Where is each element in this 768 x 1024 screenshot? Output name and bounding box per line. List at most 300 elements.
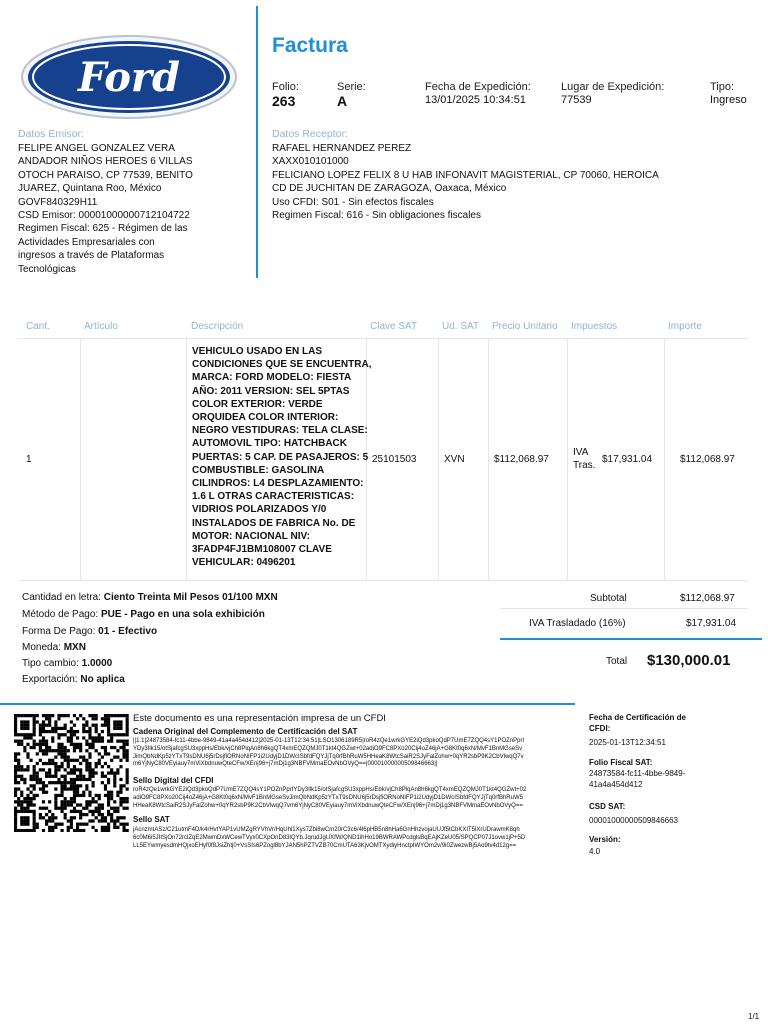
qr-module (104, 762, 107, 765)
qr-module (95, 740, 98, 743)
qr-module (107, 829, 110, 832)
qr-module (67, 730, 70, 733)
qr-module (26, 756, 29, 759)
folio-label: Folio: (272, 81, 299, 93)
row-impuesto-monto: $17,931.04 (602, 454, 653, 465)
qr-module (101, 829, 104, 832)
qr-module (26, 765, 29, 768)
desc-line: COLOR EXTERIOR: VERDE (192, 398, 323, 410)
qr-module (54, 797, 57, 800)
qr-module (51, 749, 54, 752)
qr-module (51, 759, 54, 762)
qr-module (54, 803, 57, 806)
qr-module (39, 759, 42, 762)
qr-module (26, 819, 29, 822)
qr-module (95, 724, 98, 727)
qr-module (26, 733, 29, 736)
qr-module (70, 800, 73, 803)
qr-module (57, 778, 60, 781)
qr-module (107, 752, 110, 755)
qr-module (73, 794, 76, 797)
qr-module (126, 752, 129, 755)
qr-module (73, 810, 76, 813)
qr-module (107, 794, 110, 797)
footer-divider (0, 703, 575, 705)
qr-module (33, 823, 36, 826)
qr-module (88, 765, 91, 768)
qr-module (17, 829, 20, 832)
qr-module (23, 816, 26, 819)
qr-module (45, 791, 48, 794)
qr-module (20, 794, 23, 797)
qr-module (73, 778, 76, 781)
totals-divider (500, 608, 748, 609)
qr-module (42, 816, 45, 819)
qr-module (116, 819, 119, 822)
qr-module (45, 724, 48, 727)
qr-module (116, 810, 119, 813)
qr-module (88, 714, 91, 717)
qr-module (14, 714, 17, 717)
qr-module (113, 781, 116, 784)
qr-module (61, 787, 64, 790)
qr-module (33, 797, 36, 800)
qr-module (30, 829, 33, 832)
qr-module (119, 784, 122, 787)
qr-module (123, 749, 126, 752)
qr-module (119, 765, 122, 768)
qr-module (54, 775, 57, 778)
qr-module (73, 714, 76, 717)
qr-module (98, 819, 101, 822)
qr-module (88, 736, 91, 739)
qr-module (26, 768, 29, 771)
qr-module (57, 727, 60, 730)
qr-module (126, 800, 129, 803)
qr-module (26, 720, 29, 723)
qr-module (64, 714, 67, 717)
qr-module (33, 733, 36, 736)
qr-module (126, 714, 129, 717)
qr-module (88, 819, 91, 822)
qr-module (54, 749, 57, 752)
qr-module (42, 800, 45, 803)
qr-module (67, 800, 70, 803)
qr-module (64, 775, 67, 778)
fecha-label: Fecha de Expedición: (425, 81, 531, 93)
qr-module (26, 743, 29, 746)
qr-module (48, 717, 51, 720)
qr-module (116, 771, 119, 774)
qr-module (23, 733, 26, 736)
qr-module (23, 727, 26, 730)
qr-module (17, 743, 20, 746)
qr-module (23, 781, 26, 784)
qr-module (107, 717, 110, 720)
qr-module (42, 714, 45, 717)
qr-module (70, 823, 73, 826)
qr-module (30, 759, 33, 762)
qr-module (88, 794, 91, 797)
qr-module (98, 813, 101, 816)
emisor-block (18, 142, 193, 276)
qr-module (85, 803, 88, 806)
qr-module (79, 768, 82, 771)
qr-module (14, 727, 17, 730)
qr-module (104, 819, 107, 822)
qr-module (110, 794, 113, 797)
qr-module (45, 749, 48, 752)
qr-module (48, 800, 51, 803)
qr-module (26, 794, 29, 797)
desc-line: VEHICULO USADO EN LAS (192, 346, 323, 357)
qr-module (30, 736, 33, 739)
row-importe: $112,068.97 (680, 454, 735, 465)
qr-module (82, 727, 85, 730)
row-impuesto-tipo2: Tras. (573, 460, 596, 471)
sello-cfdi (133, 787, 526, 810)
qr-module (14, 765, 17, 768)
cadena-original (133, 738, 524, 769)
qr-module (82, 829, 85, 832)
qr-module (45, 762, 48, 765)
qr-module (82, 813, 85, 816)
qr-module (48, 771, 51, 774)
desc-line: MARCA: FORD MODELO: FIESTA (192, 372, 352, 384)
qr-module (26, 727, 29, 730)
qr-module (73, 743, 76, 746)
qr-module (45, 714, 48, 717)
qr-module (88, 800, 91, 803)
qr-module (39, 816, 42, 819)
qr-module (95, 816, 98, 819)
qr-module (23, 768, 26, 771)
qr-module (76, 823, 79, 826)
qr-module (48, 724, 51, 727)
qr-module (126, 733, 129, 736)
sello-sat-line: 6c0M6i5JItSjOn72rclZqE2MwmDxWCewTVyx0CXpOnD83lQYb.JqrudJgUXfW/QND1ihHo19BWRAWPcdglsBqEAjKZeU05/SPQCP07J1ovw1jP+5D (133, 834, 526, 841)
qr-module (101, 717, 104, 720)
qr-module (20, 768, 23, 771)
qr-module (79, 749, 82, 752)
qr-module (42, 743, 45, 746)
qr-module (20, 733, 23, 736)
qr-module (67, 826, 70, 829)
qr-module (30, 778, 33, 781)
qr-module (70, 787, 73, 790)
cadena-line: YDy3Ilk15/otSjafcgSU3xppHs/Ebk/vjCh8PlqAn8h6kgQT4xmEQZQMJ0T1kt4QGZwt+02adiO9FC8PXo20Cij4oZ46jA+G8Kt0q6xN/MvF1BnMGseSv (133, 745, 523, 752)
qr-module (61, 800, 64, 803)
desc-line: 3FADP4FJ1BM108007 CLAVE (192, 544, 332, 556)
desc-line: ORQUIDEA COLOR INTERIOR: (192, 412, 339, 424)
qr-module (70, 720, 73, 723)
qr-module (107, 826, 110, 829)
qr-module (33, 743, 36, 746)
qr-module (36, 794, 39, 797)
receptor-line: FELICIANO LOPEZ FELIX 8 U HAB INFONAVIT MAGISTERIAL, CP 70060, HEROICA (272, 169, 659, 181)
qr-module (26, 724, 29, 727)
qr-module (104, 720, 107, 723)
qr-module (67, 759, 70, 762)
qr-module (33, 724, 36, 727)
qr-module (79, 714, 82, 717)
qr-module (92, 768, 95, 771)
qr-module (70, 727, 73, 730)
qr-module (104, 794, 107, 797)
receptor-line: CD DE JUCHITAN DE ZARAGOZA, Oaxaca, México (272, 183, 507, 195)
qr-module (64, 727, 67, 730)
qr-module (20, 791, 23, 794)
moneda (22, 642, 86, 653)
qr-module (33, 768, 36, 771)
qr-module (23, 829, 26, 832)
sello-sat-line: jAcnzmtASz/C21utmF4D/k4rHvtYAP1vUMZgRYVhVr/HqUhl1Xys7Zbi8wCm20rC3c6/4l6pHB5n8hHa6GnHhzvojaUUJf5tCbKXIT5lXrUDrawmK8qh (133, 827, 520, 833)
qr-module (107, 727, 110, 730)
qr-module (119, 800, 122, 803)
qr-module (54, 762, 57, 765)
svg-text:Ford: Ford (78, 54, 180, 101)
qr-module (61, 791, 64, 794)
emisor-line: Actividades Empresariales con (18, 236, 155, 248)
qr-module (123, 829, 126, 832)
qr-module (14, 813, 17, 816)
qr-module (64, 752, 67, 755)
desc-line: CONDICIONES QUE SE ENCUENTRA, (192, 359, 372, 371)
qr-module (85, 800, 88, 803)
qr-module (76, 768, 79, 771)
metodo-label: Método de Pago: (22, 609, 99, 620)
qr-module (57, 794, 60, 797)
qr-module (54, 720, 57, 723)
qr-module (76, 759, 79, 762)
qr-module (73, 781, 76, 784)
version-label: Versión: (589, 835, 621, 844)
qr-module (45, 823, 48, 826)
qr-module (33, 765, 36, 768)
qr-module (20, 720, 23, 723)
qr-module (126, 768, 129, 771)
qr-module (82, 759, 85, 762)
emisor-line: CSD Emisor: 00001000000712104722 (18, 210, 190, 222)
version (589, 834, 621, 857)
qr-module (26, 829, 29, 832)
qr-module (92, 740, 95, 743)
qr-module (36, 781, 39, 784)
qr-module (104, 816, 107, 819)
qr-module (20, 775, 23, 778)
sello-sat-line: LL5EYwmyesdmHQjxoEHyf0f8JsiZhtj0+VsSIs6PZogl8bYJAN5hPZTVZB70CmUTA63KjvOMTXydiyHnctpIWYOm2v/9i0ZwezwBj5Ao9tv4d12g== (133, 842, 517, 849)
qr-module (95, 717, 98, 720)
emisor-line: Regimen Fiscal: 625 - Régimen de las (18, 223, 188, 235)
qr-module (14, 733, 17, 736)
qr-module (113, 756, 116, 759)
qr-module (42, 791, 45, 794)
qr-module (70, 736, 73, 739)
row-clave-sat: 25101503 (372, 454, 417, 465)
sello-sat-label: Sello SAT (133, 815, 170, 824)
qr-module (123, 784, 126, 787)
qr-module (17, 797, 20, 800)
qr-module (14, 816, 17, 819)
qr-module (64, 803, 67, 806)
cfdi-heading: Este documento es una representación impresa de un CFDI (133, 713, 386, 724)
qr-module (51, 740, 54, 743)
qr-module (92, 813, 95, 816)
qr-module (33, 819, 36, 822)
qr-module (61, 784, 64, 787)
qr-module (42, 768, 45, 771)
qr-module (39, 733, 42, 736)
qr-module (45, 775, 48, 778)
qr-module (33, 740, 36, 743)
qr-module (61, 823, 64, 826)
qr-module (119, 733, 122, 736)
qr-module (123, 800, 126, 803)
qr-module (126, 720, 129, 723)
qr-module (33, 778, 36, 781)
qr-module (20, 823, 23, 826)
qr-module (14, 807, 17, 810)
qr-module (36, 714, 39, 717)
qr-module (76, 784, 79, 787)
qr-module (61, 752, 64, 755)
qr-module (45, 730, 48, 733)
desc-line: AUTOMOVIL TIPO: HATCHBACK (192, 438, 347, 450)
sello-cfdi-line: HHeaK8WtcSaiR2SJyFalZohw+0qYR2sbP9K2CbVlwqQ7vm6YjNyC80VEyiauy7mViXbdnuwQteCFw/XEnj96+j7mDj1g3NBFVMmaEOvNbOVyQ== (133, 802, 523, 809)
qr-module (42, 736, 45, 739)
qr-module (14, 794, 17, 797)
qr-module (95, 736, 98, 739)
qr-module (54, 724, 57, 727)
total-divider (500, 638, 762, 640)
qr-module (113, 823, 116, 826)
table-col-divider (80, 338, 81, 580)
receptor-line: Regimen Fiscal: 616 - Sin obligaciones fiscales (272, 210, 481, 222)
qr-module (113, 800, 116, 803)
qr-module (79, 829, 82, 832)
qr-module (107, 778, 110, 781)
qr-module (17, 810, 20, 813)
qr-module (116, 816, 119, 819)
qr-module (23, 778, 26, 781)
qr-module (101, 819, 104, 822)
qr-module (39, 778, 42, 781)
qr-module (54, 771, 57, 774)
qr-module (26, 807, 29, 810)
qr-module (88, 775, 91, 778)
qr-module (64, 733, 67, 736)
qr-module (73, 829, 76, 832)
qr-module (33, 826, 36, 829)
qr-module (67, 736, 70, 739)
qr-module (14, 717, 17, 720)
desc-line: NEGRO VESTIDURAS: TELA CLASE: (192, 425, 368, 437)
qr-module (67, 765, 70, 768)
qr-module (61, 746, 64, 749)
qr-module (48, 829, 51, 832)
qr-module (70, 730, 73, 733)
qr-module (116, 749, 119, 752)
qr-module (126, 717, 129, 720)
row-precio: $112,068.97 (494, 454, 549, 465)
qr-module (113, 819, 116, 822)
qr-module (39, 787, 42, 790)
qr-module (57, 749, 60, 752)
qr-module (95, 762, 98, 765)
qr-module (33, 771, 36, 774)
qr-module (67, 781, 70, 784)
qr-module (110, 733, 113, 736)
cadena-line: m6YjNyC80VEyiauy7mViXbdnuwQteCFw/XEnj96+j7mDj1g3NBFVMmaEOvNbOVyQ==|00001000000509846663|| (133, 761, 438, 768)
qr-module (119, 714, 122, 717)
qr-module (113, 826, 116, 829)
qr-module (33, 775, 36, 778)
qr-module (23, 736, 26, 739)
qr-module (76, 717, 79, 720)
desc-line: MOTOR: NACIONAL NIV: (192, 530, 310, 542)
qr-module (36, 720, 39, 723)
qr-module (14, 810, 17, 813)
qr-module (42, 727, 45, 730)
lugar-value: 77539 (561, 94, 592, 106)
qr-module (104, 749, 107, 752)
qr-module (123, 740, 126, 743)
qr-module (95, 714, 98, 717)
col-header-precio: Precio Unitario (492, 321, 558, 332)
qr-module (88, 746, 91, 749)
col-header-articulo: Artículo (84, 321, 118, 332)
qr-module (126, 778, 129, 781)
qr-module (110, 714, 113, 717)
qr-module (116, 727, 119, 730)
qr-module (123, 826, 126, 829)
qr-module (54, 727, 57, 730)
qr-module (98, 803, 101, 806)
qr-module (82, 778, 85, 781)
qr-module (123, 756, 126, 759)
qr-module (17, 762, 20, 765)
qr-module (26, 736, 29, 739)
emisor-line: ingresos a través de Plataformas (18, 250, 165, 262)
col-header-clave-sat: Clave SAT (370, 321, 418, 332)
qr-module (79, 746, 82, 749)
qr-module (73, 787, 76, 790)
qr-module (33, 803, 36, 806)
qr-module (45, 771, 48, 774)
qr-module (119, 724, 122, 727)
qr-module (61, 781, 64, 784)
qr-module (36, 778, 39, 781)
qr-module (98, 794, 101, 797)
qr-module (76, 829, 79, 832)
qr-module (101, 724, 104, 727)
qr-module (17, 775, 20, 778)
qr-module (48, 746, 51, 749)
qr-module (98, 752, 101, 755)
emisor-line: JUAREZ, Quintana Roo, México (18, 183, 162, 195)
qr-module (30, 800, 33, 803)
qr-module (70, 797, 73, 800)
qr-module (110, 771, 113, 774)
iva-label: IVA Trasladado (16%) (529, 618, 626, 629)
qr-module (82, 794, 85, 797)
qr-module (116, 768, 119, 771)
qr-module (116, 791, 119, 794)
qr-module (113, 714, 116, 717)
qr-module (76, 730, 79, 733)
qr-module (95, 771, 98, 774)
qr-module (76, 826, 79, 829)
